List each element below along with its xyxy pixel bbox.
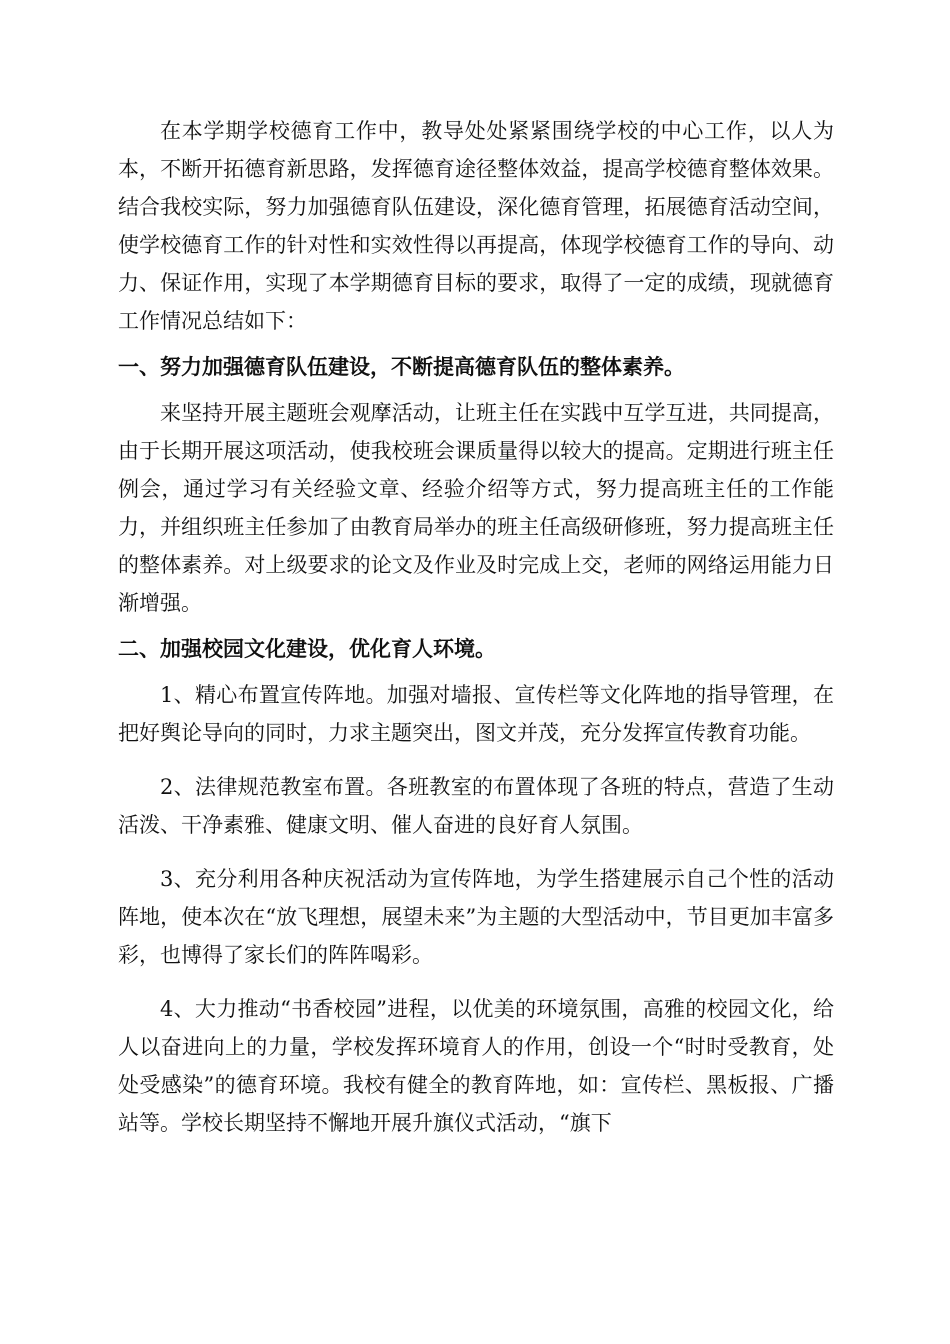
section-2-item-1: 1、精心布置宣传阵地。加强对墙报、宣传栏等文化阵地的指导管理，在把好舆论导向的同时，力求主题突出，图文并茂，充分发挥宣传教育功能。 xyxy=(118,683,834,745)
section-1-heading: 一、努力加强德育队伍建设，不断提高德育队伍的整体素养。 xyxy=(118,355,685,379)
section-2-item-2: 2、法律规范教室布置。各班教室的布置体现了各班的特点，营造了生动活泼、干净素雅、健康文明、催人奋进的良好育人氛围。 xyxy=(118,775,834,837)
section-2-item-3: 3、充分利用各种庆祝活动为宣传阵地，为学生搭建展示自己个性的活动阵地，使本次在“放飞理想，展望未来”为主题的大型活动中，节目更加丰富多彩，也博得了家长们的阵阵喝彩。 xyxy=(118,867,834,967)
intro-paragraph: 在本学期学校德育工作中，教导处处紧紧围绕学校的中心工作，以人为本，不断开拓德育新思路，发挥德育途径整体效益，提高学校德育整体效果。结合我校实际，努力加强德育队伍建设，深化德育管理，拓展德育活动空间，使学校德育工作的针对性和实效性得以再提高，体现学校德育工作的导向、动力、保证作用，实现了本学期德育目标的要求，取得了一定的成绩，现就德育工作情况总结如下： xyxy=(118,119,834,333)
section-1-paragraph: 来坚持开展主题班会观摩活动，让班主任在实践中互学互进，共同提高，由于长期开展这项活动，使我校班会课质量得以较大的提高。定期进行班主任例会，通过学习有关经验文章、经验介绍等方式，努力提高班主任的工作能力，并组织班主任参加了由教育局举办的班主任高级研修班，努力提高班主任的整体素养。对上级要求的论文及作业及时完成上交，老师的网络运用能力日渐增强。 xyxy=(118,401,834,615)
document-body xyxy=(118,112,834,1142)
section-2-item-4: 4、大力推动“书香校园”进程，以优美的环境氛围，高雅的校园文化，给人以奋进向上的力量，学校发挥环境育人的作用，创设一个“时时受教育，处处受感染”的德育环境。我校有健全的教育阵地，如：宣传栏、黑板报、广播站等。学校长期坚持不懈地开展升旗仪式活动，“旗下 xyxy=(118,997,834,1135)
section-2-heading: 二、加强校园文化建设，优化育人环境。 xyxy=(118,637,496,661)
